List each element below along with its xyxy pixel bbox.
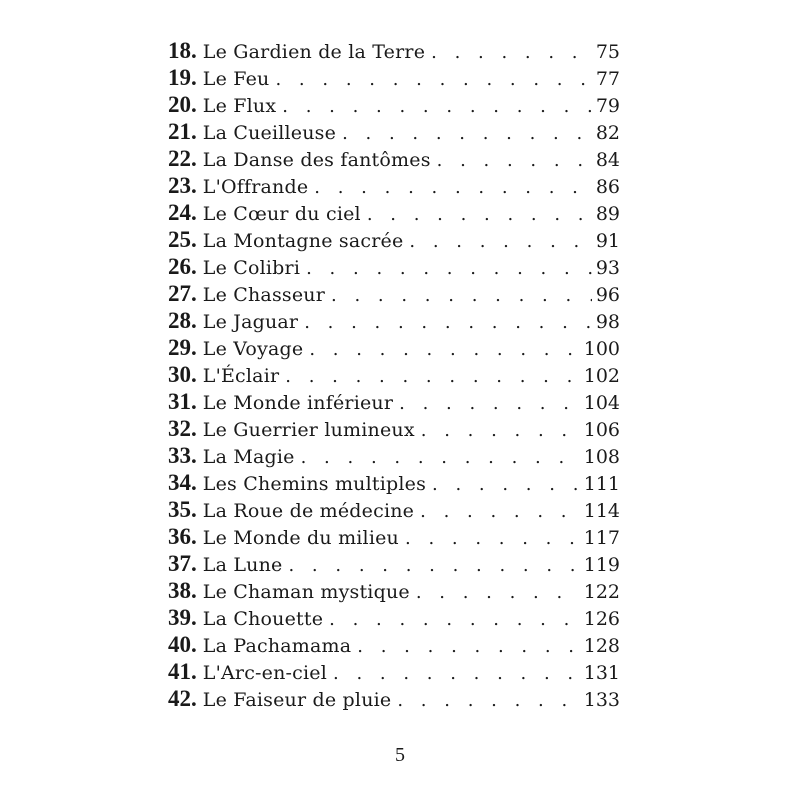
entry-number: 35. — [168, 497, 197, 522]
dot-leader — [409, 228, 591, 255]
entry-page-number: 91 — [595, 230, 620, 252]
entry-title: Le Chasseur — [202, 284, 326, 306]
entry-page-number: 104 — [583, 392, 620, 414]
dot-leader — [421, 417, 580, 444]
dot-leader — [331, 282, 592, 309]
entry-page-number: 79 — [595, 95, 620, 117]
entry-title: Le Monde inférieur — [202, 392, 394, 414]
toc-entry — [168, 307, 620, 334]
entry-page-number: 75 — [595, 41, 620, 63]
entry-number: 37. — [168, 551, 197, 576]
toc-entry — [168, 577, 620, 604]
dot-leader — [275, 66, 591, 93]
entry-number: 24. — [168, 200, 197, 225]
entry-title: Le Faiseur de pluie — [202, 689, 392, 711]
table-of-contents — [168, 37, 620, 712]
entry-title: Le Chaman mystique — [202, 581, 410, 603]
toc-entry — [168, 550, 620, 577]
entry-number: 41. — [168, 659, 197, 684]
dot-leader — [306, 255, 592, 282]
entry-page-number: 122 — [583, 581, 620, 603]
entry-number: 20. — [168, 92, 197, 117]
entry-title: La Lune — [202, 554, 283, 576]
entry-number: 33. — [168, 443, 197, 468]
entry-title: La Danse des fantômes — [202, 149, 431, 171]
toc-entry — [168, 415, 620, 442]
toc-entry — [168, 523, 620, 550]
entry-page-number: 86 — [595, 176, 620, 198]
toc-entry — [168, 91, 620, 118]
toc-entry — [168, 496, 620, 523]
entry-title: La Cueilleuse — [202, 122, 337, 144]
entry-number: 27. — [168, 281, 197, 306]
toc-entry — [168, 469, 620, 496]
entry-number: 23. — [168, 173, 197, 198]
entry-page-number: 98 — [595, 311, 620, 333]
entry-number: 22. — [168, 146, 197, 171]
toc-entry — [168, 631, 620, 658]
entry-page-number: 82 — [595, 122, 620, 144]
entry-title: Le Jaguar — [202, 311, 299, 333]
entry-number: 18. — [168, 38, 197, 63]
toc-entry — [168, 604, 620, 631]
entry-title: La Pachamama — [202, 635, 352, 657]
dot-leader — [314, 174, 592, 201]
entry-page-number: 111 — [583, 473, 620, 495]
toc-entry — [168, 658, 620, 685]
entry-number: 19. — [168, 65, 197, 90]
entry-number: 26. — [168, 254, 197, 279]
entry-page-number: 100 — [583, 338, 620, 360]
toc-entry — [168, 172, 620, 199]
entry-page-number: 106 — [583, 419, 620, 441]
entry-page-number: 126 — [583, 608, 620, 630]
toc-entry — [168, 253, 620, 280]
entry-title: Le Feu — [202, 68, 270, 90]
toc-entry — [168, 685, 620, 712]
dot-leader — [282, 93, 592, 120]
entry-number: 32. — [168, 416, 197, 441]
dot-leader — [416, 579, 580, 606]
entry-title: Le Monde du milieu — [202, 527, 399, 549]
entry-title: Les Chemins multiples — [202, 473, 427, 495]
entry-title: L'Éclair — [202, 365, 280, 387]
dot-leader — [333, 660, 580, 687]
entry-page-number: 108 — [583, 446, 620, 468]
entry-page-number: 96 — [595, 284, 620, 306]
dot-leader — [304, 309, 592, 336]
toc-entry — [168, 334, 620, 361]
entry-number: 31. — [168, 389, 197, 414]
dot-leader — [342, 120, 592, 147]
entry-number: 38. — [168, 578, 197, 603]
dot-leader — [357, 633, 579, 660]
entry-title: Le Guerrier lumineux — [202, 419, 415, 441]
entry-number: 36. — [168, 524, 197, 549]
dot-leader — [329, 606, 580, 633]
entry-page-number: 114 — [583, 500, 620, 522]
entry-title: L'Arc-en-ciel — [202, 662, 327, 684]
entry-number: 21. — [168, 119, 197, 144]
entry-page-number: 117 — [583, 527, 620, 549]
entry-page-number: 84 — [595, 149, 620, 171]
entry-page-number: 128 — [583, 635, 620, 657]
entry-title: Le Colibri — [202, 257, 301, 279]
toc-entry — [168, 64, 620, 91]
entry-number: 28. — [168, 308, 197, 333]
dot-leader — [431, 39, 592, 66]
toc-entry — [168, 361, 620, 388]
dot-leader — [432, 471, 580, 498]
entry-title: Le Cœur du ciel — [202, 203, 361, 225]
dot-leader — [420, 498, 580, 525]
toc-entry — [168, 388, 620, 415]
entry-number: 40. — [168, 632, 197, 657]
entry-page-number: 133 — [583, 689, 620, 711]
entry-number: 25. — [168, 227, 197, 252]
entry-number: 30. — [168, 362, 197, 387]
entry-title: Le Gardien de la Terre — [202, 41, 426, 63]
toc-entry — [168, 442, 620, 469]
toc-entry — [168, 37, 620, 64]
entry-title: Le Voyage — [202, 338, 304, 360]
toc-entry — [168, 118, 620, 145]
toc-entry — [168, 280, 620, 307]
entry-page-number: 131 — [583, 662, 620, 684]
entry-number: 34. — [168, 470, 197, 495]
dot-leader — [285, 363, 579, 390]
toc-entry — [168, 145, 620, 172]
toc-entry — [168, 199, 620, 226]
entry-title: La Roue de médecine — [202, 500, 415, 522]
dot-leader — [301, 444, 580, 471]
page-number: 5 — [395, 744, 405, 766]
dot-leader — [405, 525, 580, 552]
entry-page-number: 93 — [595, 257, 620, 279]
entry-page-number: 119 — [583, 554, 620, 576]
entry-number: 42. — [168, 686, 197, 711]
entry-number: 29. — [168, 335, 197, 360]
dot-leader — [399, 390, 580, 417]
entry-number: 39. — [168, 605, 197, 630]
entry-title: L'Offrande — [202, 176, 309, 198]
entry-title: Le Flux — [202, 95, 277, 117]
dot-leader — [437, 147, 592, 174]
dot-leader — [309, 336, 579, 363]
entry-title: La Magie — [202, 446, 295, 468]
entry-title: La Montagne sacrée — [202, 230, 404, 252]
entry-title: La Chouette — [202, 608, 324, 630]
entry-page-number: 89 — [595, 203, 620, 225]
dot-leader — [367, 201, 592, 228]
dot-leader — [397, 687, 579, 714]
entry-page-number: 77 — [595, 68, 620, 90]
dot-leader — [288, 552, 579, 579]
entry-page-number: 102 — [583, 365, 620, 387]
toc-entry — [168, 226, 620, 253]
